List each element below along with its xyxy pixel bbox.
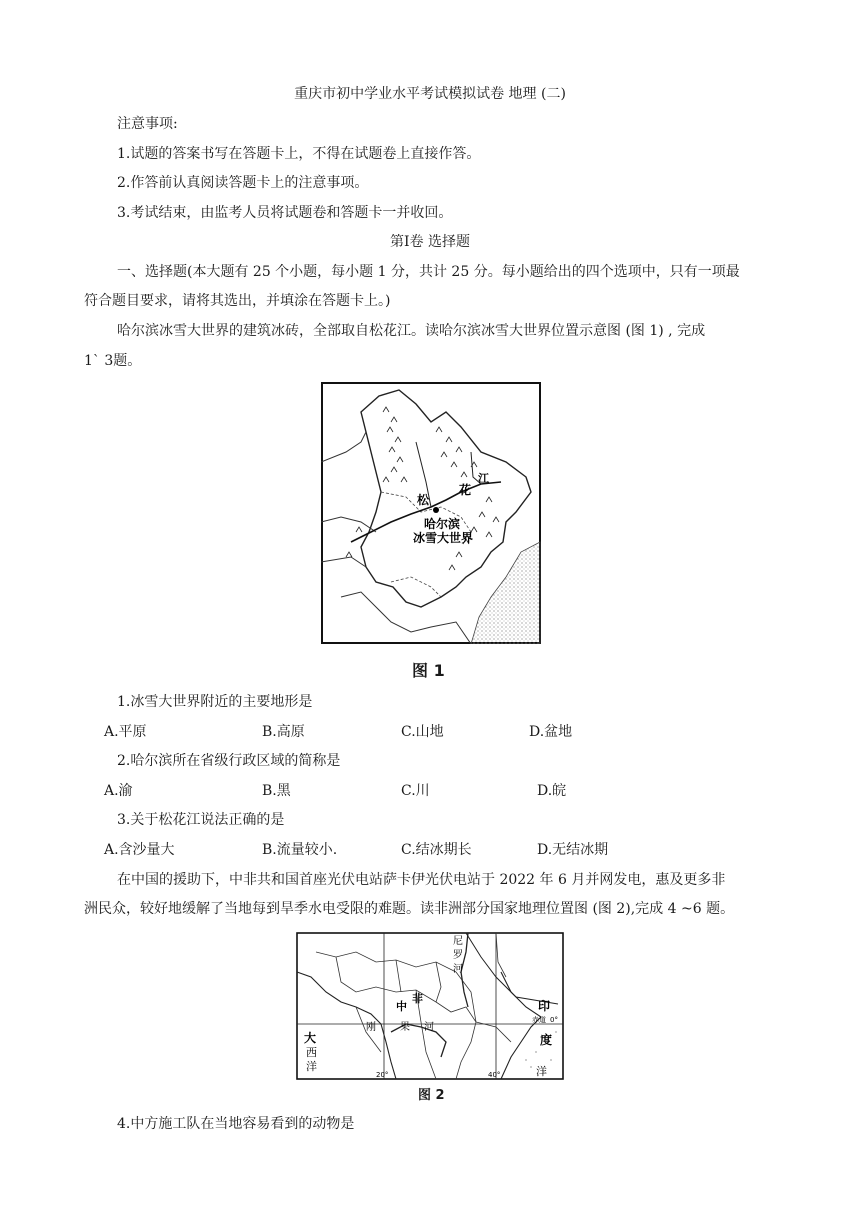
instructions-line-2: 符合题目要求，请将其选出，并填涂在答题卡上。) xyxy=(84,293,391,309)
question-3-option-c: C.结冰期长 xyxy=(401,842,472,858)
map2-label-da: 大 xyxy=(304,1031,317,1045)
map-label-hua: 花 xyxy=(459,483,472,497)
intro1-line-1: 哈尔滨冰雪大世界的建筑冰砖，全部取自松花江。读哈尔滨冰雪大世界位置示意图 (图 1) , 完成 xyxy=(117,323,706,339)
question-4-stem: 4.中方施工队在当地容易看到的动物是 xyxy=(117,1116,355,1132)
map-label-jiang: 江 xyxy=(478,472,489,485)
instructions-line-1: 一、选择题(本大题有 25 个小题，每小题 1 分，共计 25 分。每小题给出的四个选项中，只有一项最 xyxy=(117,264,740,280)
question-1-option-d: D.盆地 xyxy=(529,724,573,740)
map2-label-xi: 西 xyxy=(306,1046,317,1059)
map-label-harbin: 哈尔滨 xyxy=(424,517,461,531)
question-3-option-b: B.流量较小. xyxy=(262,842,338,858)
map2-label-fei: 非 xyxy=(412,992,423,1005)
map2-label-yang2: 洋 xyxy=(536,1065,547,1078)
exam-title: 重庆市初中学业水平考试模拟试卷 地理 (二) xyxy=(294,86,566,102)
question-2-option-b: B.黑 xyxy=(262,783,291,799)
map2-label-yang: 洋 xyxy=(306,1060,317,1073)
map2-label-40deg: 40° xyxy=(488,1071,501,1079)
section-title: 第Ⅰ卷 选择题 xyxy=(390,234,470,250)
question-3-option-d: D.无结冰期 xyxy=(537,842,609,858)
question-1-stem: 1.冰雪大世界附近的主要地形是 xyxy=(117,694,313,710)
note-1: 1.试题的答案书写在答题卡上，不得在试题卷上直接作答。 xyxy=(117,146,481,162)
question-1-option-c: C.山地 xyxy=(401,724,444,740)
intro1-line-2: 1` 3题。 xyxy=(84,353,142,369)
figure-1-caption: 图 1 xyxy=(412,661,445,680)
figure-2-caption: 图 2 xyxy=(418,1088,445,1103)
question-2-option-a: A.渝 xyxy=(104,783,133,799)
intro2-line-1: 在中国的援助下，中非共和国首座光伏电站萨卡伊光伏电站于 2022 年 6 月并网发电，惠及更多非 xyxy=(117,872,726,888)
map-label-world: 冰雪大世界 xyxy=(413,531,474,545)
map2-label-20deg: 20° xyxy=(376,1071,389,1079)
figure-2-map xyxy=(296,932,564,1080)
intro2-line-2: 洲民众，较好地缓解了当地每到旱季水电受限的难题。读非洲部分国家地理位置图 (图 2),完成 4 ~6 题。 xyxy=(84,901,735,917)
map2-label-ni: 尼 xyxy=(453,936,463,947)
figure-1-map xyxy=(321,382,541,644)
question-2-option-d: D.皖 xyxy=(537,783,567,799)
map2-label-equator: 赤道 xyxy=(532,1016,546,1024)
map2-label-luo: 罗 xyxy=(453,950,463,961)
question-1-option-b: B.高原 xyxy=(262,724,305,740)
question-2-stem: 2.哈尔滨所在省级行政区域的简称是 xyxy=(117,753,341,769)
note-3: 3.考试结束，由监考人员将试题卷和答题卡一并收回。 xyxy=(117,205,453,221)
question-3-stem: 3.关于松花江说法正确的是 xyxy=(117,812,285,828)
map2-label-he1: 河 xyxy=(453,964,463,975)
question-3-option-a: A.含沙量大 xyxy=(104,842,175,858)
map2-label-he2: 河 xyxy=(424,1022,434,1033)
map2-label-0deg: 0° xyxy=(550,1016,558,1024)
map2-label-du: 度 xyxy=(540,1033,553,1047)
question-2-option-c: C.川 xyxy=(401,783,430,799)
map2-label-guo: 果 xyxy=(400,1022,410,1033)
question-1-option-a: A.平原 xyxy=(104,724,147,740)
notes-heading: 注意事项: xyxy=(117,116,178,132)
map2-label-zhong: 中 xyxy=(396,1000,407,1013)
map2-label-yin: 印 xyxy=(538,999,551,1013)
map2-label-gang: 刚 xyxy=(366,1022,376,1033)
map-label-song: 松 xyxy=(417,493,430,507)
note-2: 2.作答前认真阅读答题卡上的注意事项。 xyxy=(117,175,369,191)
